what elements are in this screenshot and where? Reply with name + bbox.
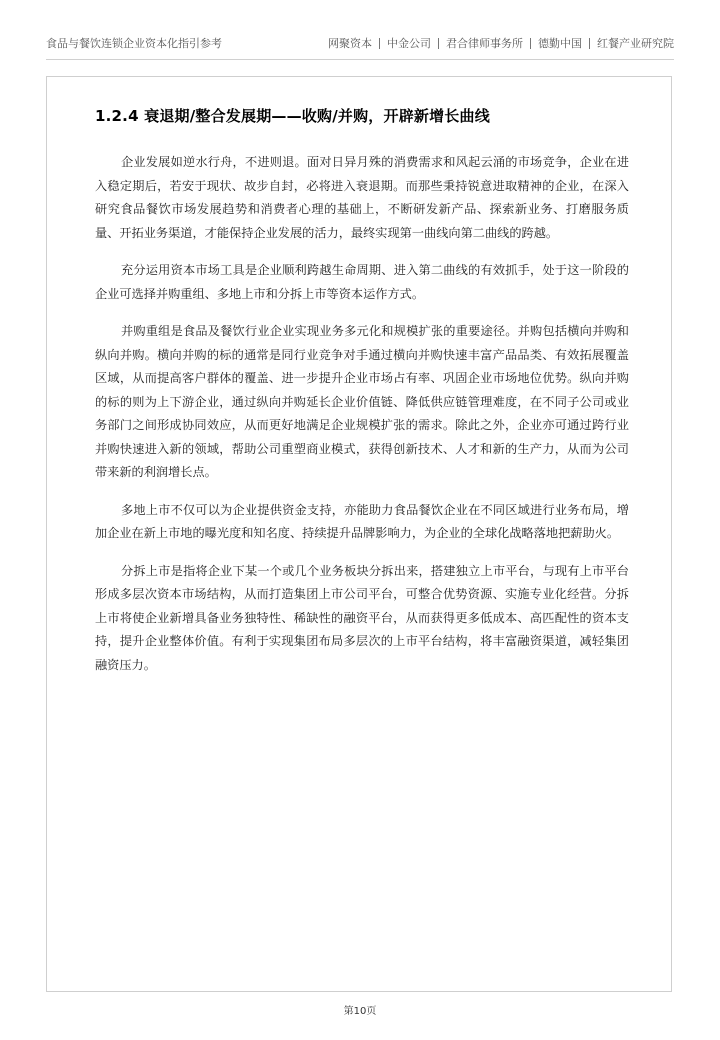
paragraph: 多地上市不仅可以为企业提供资金支持，亦能助力食品餐饮企业在不同区域进行业务布局，增加企业在新上市地的曝光度和知名度、持续提升品牌影响力，为企业的全球化战略落地把薪助火。	[95, 502, 629, 540]
paragraph: 充分运用资本市场工具是企业顺利跨越生命周期、进入第二曲线的有效抓手，处于这一阶段的企业可选择并购重组、多地上市和分拆上市等资本运作方式。	[95, 263, 629, 301]
org-name: 君合律师事务所	[446, 37, 523, 50]
header-divider	[46, 59, 674, 60]
org-name: 中金公司	[387, 37, 431, 50]
paragraph: 分拆上市是指将企业下某一个或几个业务板块分拆出来，搭建独立上市平台，与现有上市平台形成多层次资本市场结构，从而打造集团上市公司平台，可整合优势资源、实施专业化经营。分拆上市将使企业新增具备业务独特性、稀缺性的融资平台，从而获得更多低成本、高匹配性的资本支持，提升企业整体价值。有利于实现集团布局多层次的上市平台结构，将丰富融资渠道，减轻集团融资压力。	[95, 563, 629, 672]
org-name: 网聚资本	[328, 37, 372, 50]
paragraph: 并购重组是食品及餐饮行业企业实现业务多元化和规模扩张的重要途径。并购包括横向并购和纵向并购。横向并购的标的通常是同行业竞争对手通过横向并购快速丰富产品品类、有效拓展覆盖区域，从而提高客户群体的覆盖、进一步提升企业市场占有率、巩固企业市场地位优势。纵向并购的标的则为上下游企业，通过纵向并购延长企业价值链、降低供应链管理难度，在不同子公司或业务部门之间形成协同效应，从而更好地满足企业规模扩张的需求。除此之外，企业亦可通过跨行业并购快速进入新的领域，帮助公司重塑商业模式，获得创新技术、人才和新的生产力，从而为公司带来新的利润增长点。	[95, 324, 629, 479]
content-frame	[46, 76, 672, 992]
org-name: 德勤中国	[538, 37, 582, 50]
paragraph: 企业发展如逆水行舟，不进则退。面对日异月殊的消费需求和风起云涌的市场竞争，企业在进入稳定期后，若安于现状、故步自封，必将进入衰退期。而那些秉持锐意进取精神的企业，在深入研究食品餐饮市场发展趋势和消费者心理的基础上，不断研发新产品、探索新业务、打磨服务质量、开拓业务渠道，才能保持企业发展的活力，最终实现第一曲线向第二曲线的跨越。	[95, 155, 629, 240]
header-organizations	[328, 35, 674, 51]
header-separator	[530, 38, 531, 49]
header-separator	[438, 38, 439, 49]
header-separator	[589, 38, 590, 49]
body-text	[95, 151, 629, 691]
header-separator	[379, 38, 380, 49]
page-number: 第10页	[343, 1006, 377, 1017]
page-header	[46, 30, 674, 56]
org-name: 红餐产业研究院	[597, 37, 674, 50]
section-heading: 1.2.4 衰退期/整合发展期——收购/并购，开辟新增长曲线	[95, 107, 490, 125]
document-title: 食品与餐饮连锁企业资本化指引参考	[46, 37, 222, 50]
